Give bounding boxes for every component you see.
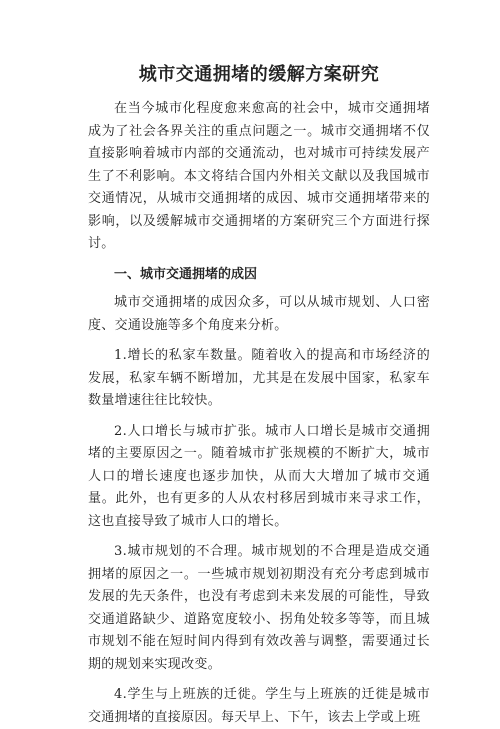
- point-paragraph-4: 4.学生与上班族的迁徙。学生与上班族的迁徙是城市交通拥堵的直接原因。每天早上、下午，该去上学或上班: [88, 687, 430, 725]
- point-paragraph-2: 2.人口增长与城市扩张。城市人口增长是城市交通拥堵的主要原因之一。随着城市扩张规模的不断扩大，城市人口的增长速度也逐步加快，从而大大增加了城市交通量。此外，也有更多的人从农村移居到城市来寻求工作，这也直接导致了城市人口的增长。: [88, 423, 430, 529]
- document-title: 城市交通拥堵的缓解方案研究: [138, 64, 380, 85]
- point-paragraph-3: 3.城市规划的不合理。城市规划的不合理是造成交通拥堵的原因之一。一些城市规划初期没有充分考虑到城市发展的先天条件，也没有考虑到未来发展的可能性，导致交通道路缺少、道路宽度较小、拐角处较多等等，而且城市规划不能在短时间内得到有效改善与调整，需要通过长期的规划来实现改变。: [88, 544, 430, 672]
- section-heading: 一、城市交通拥堵的成因: [114, 266, 258, 282]
- point-paragraph-1: 1.增长的私家车数量。随着收入的提高和市场经济的发展，私家车辆不断增加，尤其是在发展中国家，私家车数量增速往往比较快。: [88, 348, 430, 408]
- section-intro-paragraph: 城市交通拥堵的成因众多，可以从城市规划、人口密度、交通设施等多个角度来分析。: [88, 295, 430, 333]
- intro-paragraph: 在当今城市化程度愈来愈高的社会中，城市交通拥堵成为了社会各界关注的重点问题之一。城市交通拥堵不仅直接影响着城市内部的交通流动，也对城市可持续发展产生了不利影响。本文将结合国内外相关文献以及我国城市交通情况，从城市交通拥堵的成因、城市交通拥堵带来的影响，以及缓解城市交通拥堵的方案研究三个方面进行探讨。: [88, 101, 430, 251]
